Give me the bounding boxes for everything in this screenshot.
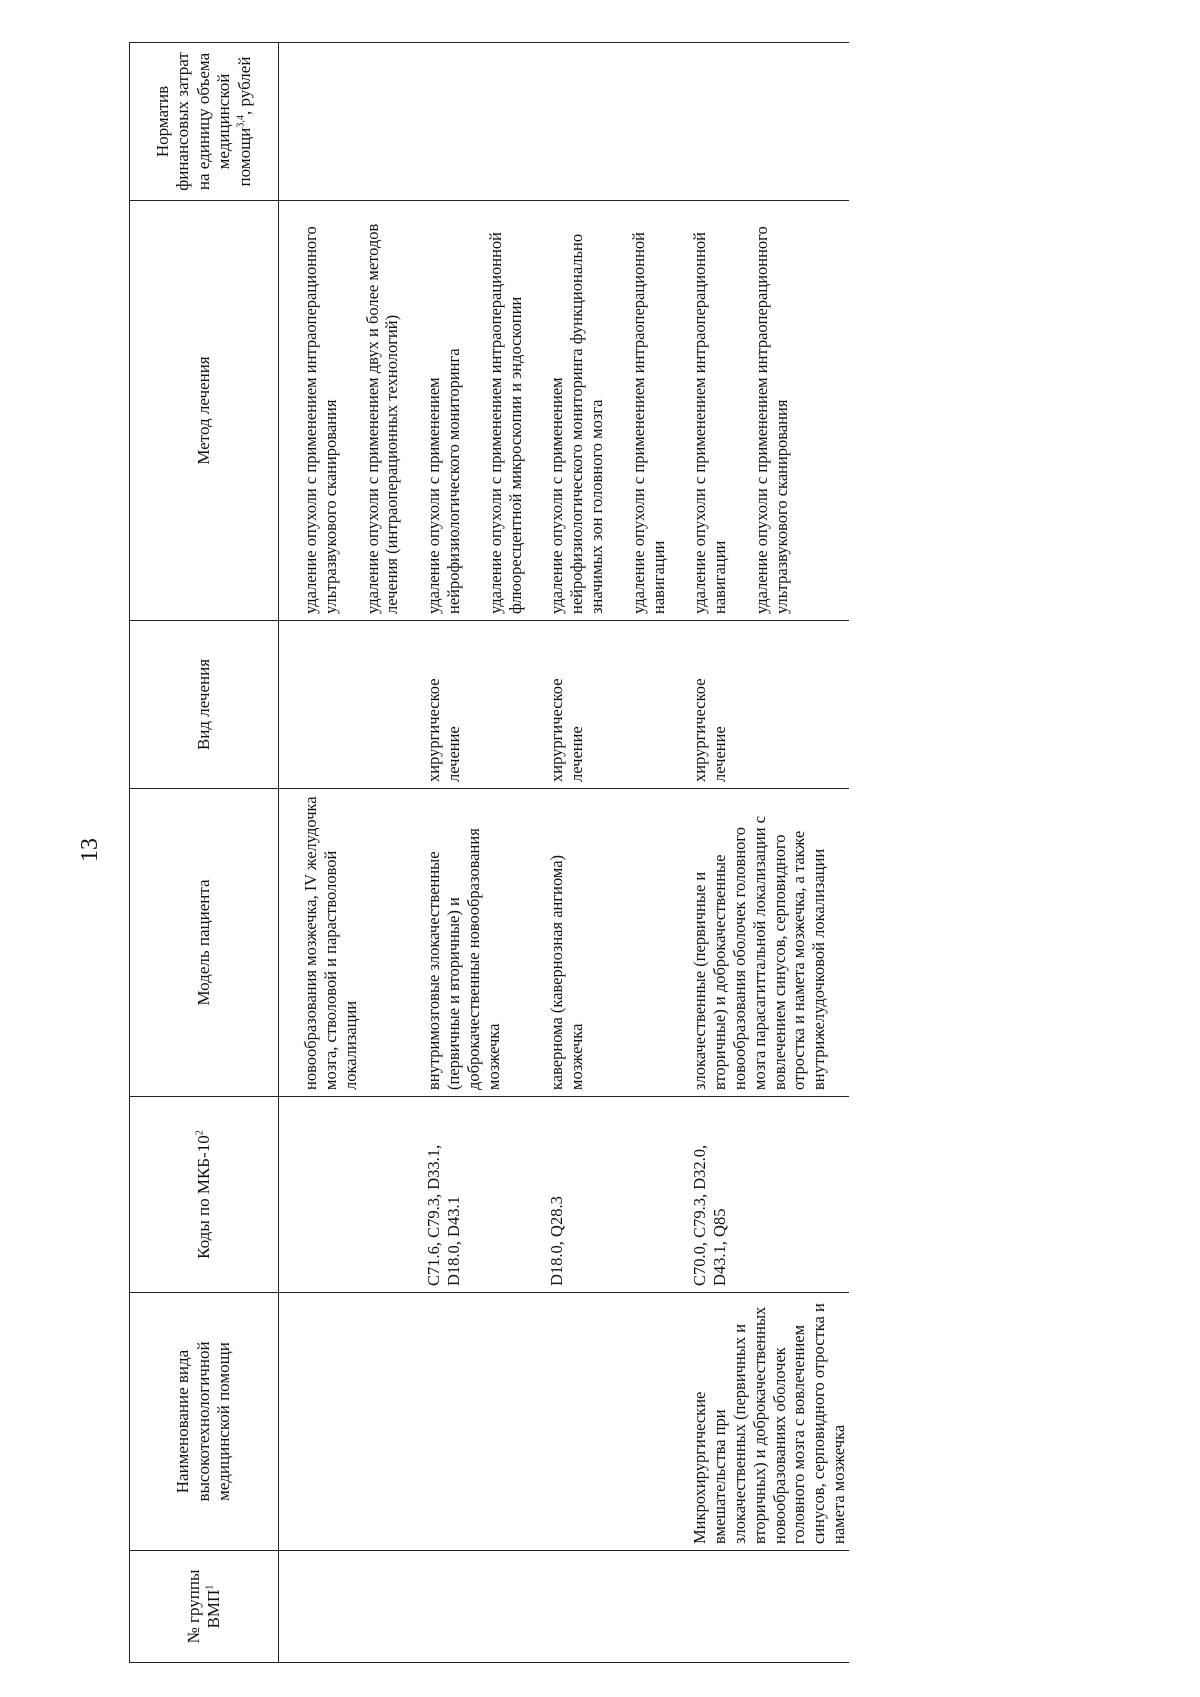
cell-codes: C71.6, C79.3, D33.1, D18.0, D43.1: [424, 1097, 547, 1293]
cell-group: [424, 1551, 547, 1663]
header-vmp-name: Наименование вида высокотехнологичной медицинской помощи: [130, 1293, 279, 1551]
cell-treatment: хирургическое лечение: [690, 621, 848, 789]
header-treatment-type: Вид лечения: [130, 621, 279, 789]
cell-codes: D18.0, Q28.3: [547, 1097, 690, 1293]
method-item: удаление опухоли с применением интраоперационной флюоресцентной микроскопии и эндоскопии: [485, 231, 525, 614]
cell-name: [424, 1293, 547, 1551]
header-group-number: № группы ВМП$^1$: [130, 1551, 279, 1663]
cell-model: кавернома (кавернозная ангиома) мозжечка: [547, 789, 690, 1097]
cell-cost: [547, 43, 690, 201]
method-item: удаление опухоли с применением интраоперационного ультразвукового сканирования: [301, 226, 340, 614]
method-item: удаление опухоли с применением двух и более методов лечения (интраоперационных технологий): [362, 223, 402, 614]
cell-name: [279, 1293, 425, 1551]
cell-name: Микрохирургические вмешательства при злокачественных (первичных и вторичных) и доброкачественных новообразованиях оболочек головного мозга с вовлечением синусов, серповидного отростка и намета мозжечка: [690, 1293, 848, 1551]
cell-methods: [547, 201, 690, 621]
cell-codes: C70.0, C79.3, D32.0, D43.1, Q85: [690, 1097, 848, 1293]
page-number-wrap: [70, 830, 110, 870]
header-treatment-method: Метод лечения: [130, 201, 279, 621]
cell-cost: [690, 43, 848, 201]
table-row: [279, 43, 425, 1663]
method-item: удаление опухоли с применением нейрофизиологического мониторинга функционально значимых зон головного мозга: [547, 233, 606, 614]
cell-model: злокачественные (первичные и вторичные) и доброкачественные новообразования оболочек головного мозга парасагиттальной локализации с вовлечением синусов, серповидного отростка и намета мозжечка, а также внутрижелудочковой локализации: [690, 789, 848, 1097]
header-icd-codes: Коды по МКБ-$10^2$: [130, 1097, 279, 1293]
cell-treatment: хирургическое лечение: [424, 621, 547, 789]
cell-cost: [424, 43, 547, 201]
method-item: удаление опухоли с применением интраоперационной навигации: [628, 231, 668, 614]
cell-name: [547, 1293, 690, 1551]
header-patient-model: Модель пациента: [130, 789, 279, 1097]
rotated-table-container: [129, 43, 1149, 1663]
cell-methods: [424, 201, 547, 621]
table-row: [547, 43, 690, 1663]
cell-treatment: [279, 621, 425, 789]
cell-treatment: хирургическое лечение: [547, 621, 690, 789]
cell-group: [279, 1551, 425, 1663]
cell-model: внутримозговые злокачественные (первичные и вторичные) и доброкачественные новообразования мозжечка: [424, 789, 547, 1097]
cell-model: новообразования мозжечка, IV желудочка мозга, стволовой и парастволовой локализации: [279, 789, 425, 1097]
cell-group: [547, 1551, 690, 1663]
cell-methods: [279, 201, 425, 621]
table-row: [424, 43, 547, 1663]
header-cost-norm: Норматив финансовых затрат на единицу объема медицинской помощи$^{3,4}$, рублей: [130, 43, 279, 201]
method-item: удаление опухоли с применением интраоперационной навигации: [690, 231, 730, 614]
page-number: 13: [77, 838, 103, 862]
cell-codes: [279, 1097, 425, 1293]
method-item: удаление опухоли с применением нейрофизиологического мониторинга: [424, 348, 463, 614]
vmp-table: [129, 42, 849, 1663]
table-row: [690, 43, 848, 1663]
table-header-row: [130, 43, 279, 1663]
cell-cost: [279, 43, 425, 201]
method-item: удаление опухоли с применением интраоперационного ультразвукового сканирования: [751, 226, 791, 614]
cell-methods: [690, 201, 848, 621]
cell-group: [690, 1551, 848, 1663]
